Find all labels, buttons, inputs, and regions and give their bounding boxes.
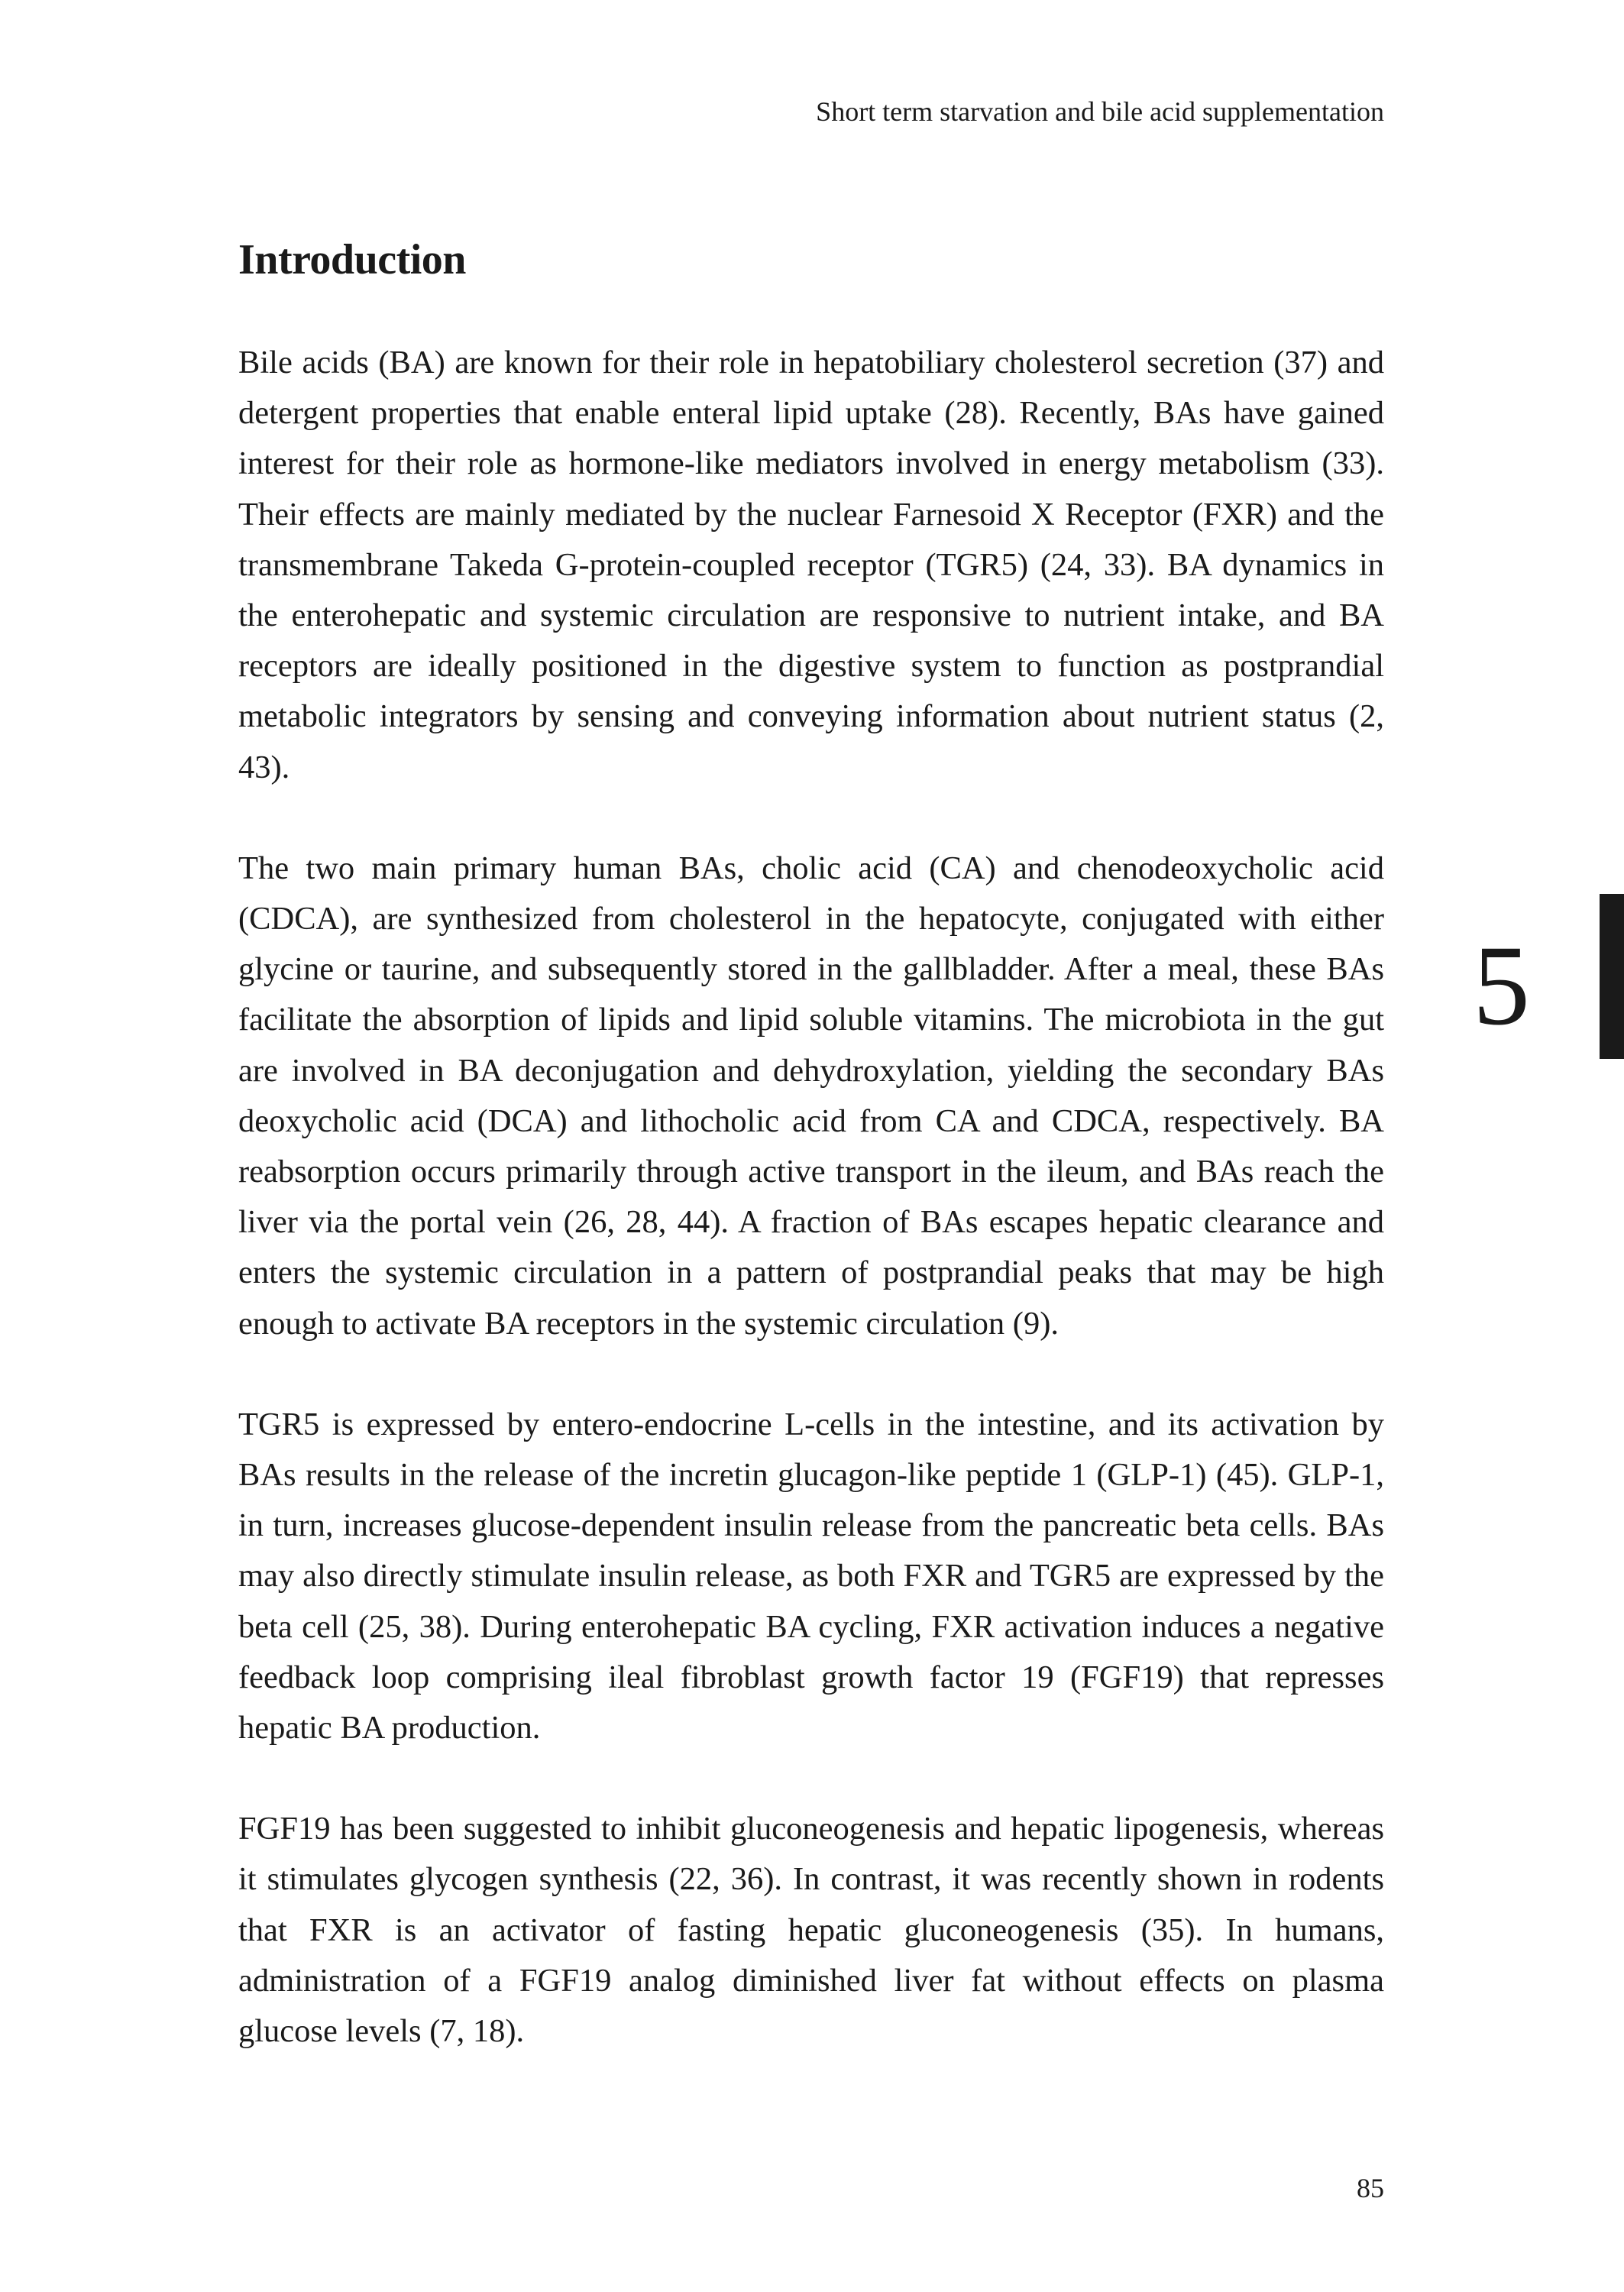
chapter-number: 5	[1473, 922, 1530, 1049]
paragraph: Bile acids (BA) are known for their role in hepatobiliary cholesterol secretion (37) and detergent properties that enable enteral lipid uptake (28). Recently, BAs have gained interest for their role as hormone-like mediators involved in energy metabolism (33). Their effects are mainly mediated by the nuclear Farnesoid X Receptor (FXR) and the transmembrane Takeda G-protein-coupled receptor (TGR5) (24, 33). BA dynamics in the enterohepatic and systemic circulation are responsive to nutrient intake, and BA receptors are ideally positioned in the digestive system to function as postprandial metabolic integrators by sensing and conveying information about nutrient status (2, 43).	[238, 345, 1384, 785]
paragraph: TGR5 is expressed by entero-endocrine L-cells in the intestine, and its activation by BAs results in the release of the incretin glucagon-like peptide 1 (GLP-1) (45). GLP-1, in turn, increases glucose-dependent insulin release from the pancreatic beta cells. BAs may also directly stimulate insulin release, as both FXR and TGR5 are expressed by the beta cell (25, 38). During enterohepatic BA cycling, FXR activation induces a negative feedback loop comprising ileal fibroblast growth factor 19 (FGF19) that represses hepatic BA production.	[238, 1406, 1384, 1747]
paragraph: The two main primary human BAs, cholic acid (CA) and chenodeoxycholic acid (CDCA), are synthesized from cholesterol in the hepatocyte, conjugated with either glycine or taurine, and subsequently stored in the gallbladder. After a meal, these BAs facilitate the absorption of lipids and lipid soluble vitamins. The microbiota in the gut are involved in BA deconjugation and dehydroxylation, yielding the secondary BAs deoxycholic acid (DCA) and lithocholic acid from CA and CDCA, respectively. BA reabsorption occurs primarily through active transport in the ileum, and BAs reach the liver via the portal vein (26, 28, 44). A fraction of BAs escapes hepatic clearance and enters the systemic circulation in a pattern of postprandial peaks that may be high enough to activate BA receptors in the systemic circulation (9).	[238, 850, 1384, 1342]
chapter-thumb-tab	[1600, 894, 1624, 1059]
body-text	[238, 338, 1384, 2107]
paragraph: FGF19 has been suggested to inhibit gluconeogenesis and hepatic lipogenesis, whereas it stimulates glycogen synthesis (22, 36). In contrast, it was recently shown in rodents that FXR is an activator of fasting hepatic gluconeogenesis (35). In humans, administration of a FGF19 analog diminished liver fat without effects on plasma glucose levels (7, 18).	[238, 1811, 1384, 2050]
section-heading: Introduction	[238, 236, 466, 283]
running-header: Short term starvation and bile acid supplementation	[816, 96, 1384, 127]
page-number: 85	[1357, 2173, 1384, 2203]
